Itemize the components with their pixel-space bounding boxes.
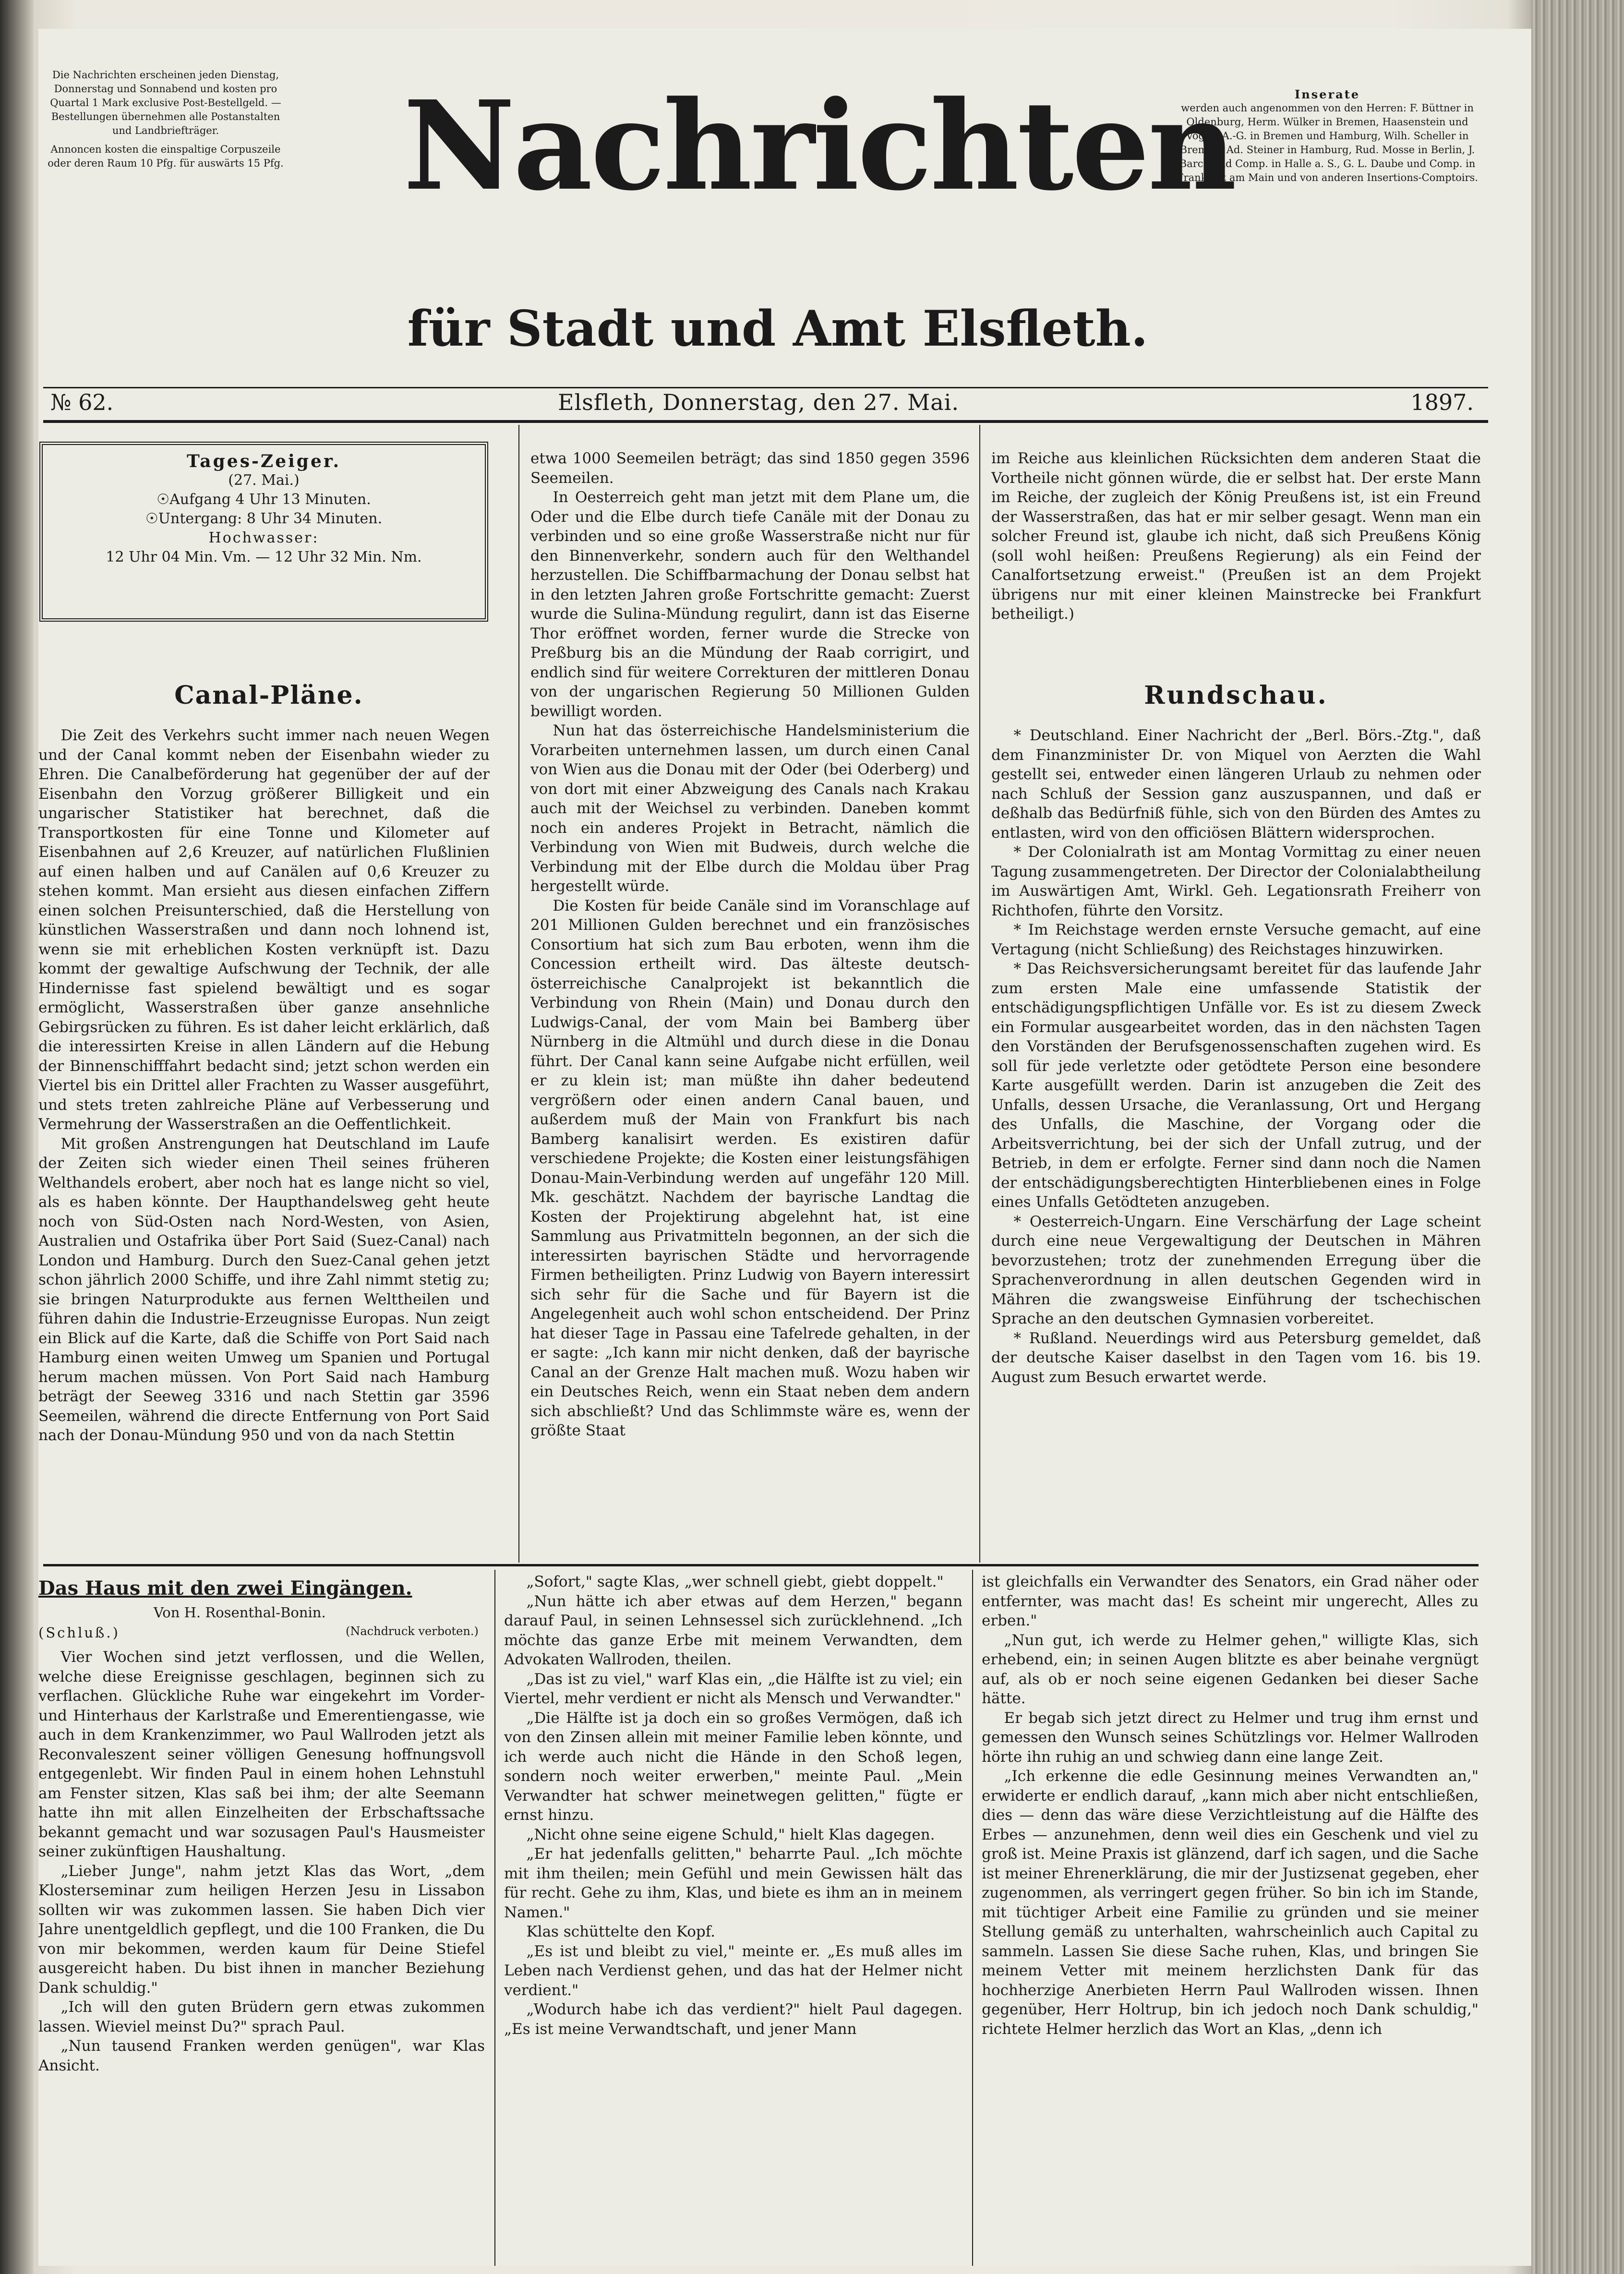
rundschau-title: Rundschau. — [1144, 681, 1328, 710]
hochwasser-times: 12 Uhr 04 Min. Vm. — 12 Uhr 32 Min. Nm. — [106, 549, 422, 565]
story-paragraph: „Es ist und bleibt zu viel," meinte er. „Es muß alles im Leben nach Verdienst gehen, und das hat der Helmer nicht verdient." — [504, 1942, 962, 1999]
column-rule-4 — [972, 1570, 973, 2266]
canal-paragraph: Nun hat das österreichische Handelsministerium die Vorarbeiten unternehmen lassen, um durch einen Canal von Wien aus die Donau mit der Oder (bei Oderberg) und von dort mit einer Abzweigung des Canals nach Krakau auch mit der Weichsel zu verbinden. Daneben kommt noch ein anderes Projekt in Betracht, nämlich die Verbindung von Wien mit Budweis, durch welche die Verbindung mit der Elbe durch die Moldau über Prag hergestellt würde. — [530, 722, 970, 895]
adjacent-page-edge — [0, 0, 34, 2274]
sunrise-text: Aufgang 4 Uhr 13 Minuten. — [169, 491, 371, 508]
canal-column-3 — [991, 449, 1481, 624]
story-paragraph: „Sofort," sagte Klas, „wer schnell giebt, giebt doppelt." — [526, 1573, 944, 1590]
feuilleton-nachdruck: (Nachdruck verboten.) — [346, 1624, 479, 1638]
hochwasser-title: Hochwasser: — [208, 529, 319, 546]
issue-number: № 62. — [50, 389, 114, 415]
dateline-bottom-rule — [43, 420, 1488, 423]
tageszeiger-title: Tages-Zeiger. — [186, 451, 341, 471]
story-paragraph: ist gleichfalls ein Verwandter des Senators, ein Grad näher oder entfernter, was macht das! Es scheint mir ungerecht, Alles zu erben." — [982, 1573, 1479, 1629]
sun-icon: ☉ — [145, 510, 158, 527]
column-rule-2 — [979, 425, 980, 1563]
rundschau-item: * Deutschland. Einer Nachricht der „Berl. Börs.-Ztg.", daß dem Finanzminister Dr. von Miquel von Aerzten die Wahl gestellt sei, entweder einen längeren Urlaub zu nehmen oder nach Schluß der Session ganz auszuspannen, und daß er deßhalb das Bedürfniß fühle, sich von den Bürden des Amtes zu entlasten, wird von den officiösen Blättern widersprochen. — [991, 727, 1481, 842]
rundschau-item: * Rußland. Neuerdings wird aus Petersburg gemeldet, daß der deutsche Kaiser daselbst in den Tagen vom 16. bis 19. August zum Besuch erwartet werde. — [991, 1329, 1481, 1386]
feuilleton-column-3 — [982, 1572, 1479, 2039]
story-paragraph: „Ich will den guten Brüdern gern etwas zukommen lassen. Wieviel meinst Du?" sprach Paul. — [38, 1998, 485, 2035]
canal-paragraph: im Reiche aus kleinlichen Rücksichten dem anderen Staat die Vortheile nicht gönnen würde, die er selbst hat. Der erste Mann im Reiche, der zugleich der König Preußens ist, ist ein Freund der Wasserstraßen, das hat er mir selber gesagt. Wenn man ein solcher Freund ist, glaube ich nicht, daß sich Preußens König (soll wohl heißen: Preußens Regierung) als ein Feind der Canalfortsetzung erweist." (Preußen ist an dem Projekt übrigens nur mit einer kleinen Mainstrecke bei Frankfurt betheiligt.) — [991, 450, 1481, 623]
sunset-text: Untergang: 8 Uhr 34 Minuten. — [158, 510, 383, 527]
story-paragraph: „Die Hälfte ist ja doch ein so großes Vermögen, daß ich von den Zinsen allein mit meiner Familie leben könnte, und ich werde auch nicht die Hände in den Schoß legen, sondern noch weiter erwerben," meinte Paul. „Mein Verwandter hat schwer meinetwegen gelitten," fügte er ernst hinzu. — [504, 1709, 962, 1824]
page-stack-edge — [1531, 0, 1624, 2274]
masthead-advertising-rates: Annoncen kosten die einspaltige Corpuszeile oder deren Raum 10 Pfg. für auswärts 15 Pfg. — [48, 144, 284, 169]
story-paragraph: „Nun tausend Franken werden genügen", war Klas Ansicht. — [38, 2037, 485, 2074]
story-paragraph: „Lieber Junge", nahm jetzt Klas das Wort, „dem Klosterseminar zum heiligen Herzen Jesu in Lissabon sollten wir was zukommen lassen. Sie haben Dich vier Jahre unentgeldlich gepflegt, und die 100 Franken, die Du von mir bekommen, werden kaum für Deine Stiefel ausgereicht haben. Du bist ihnen in mancher Beziehung Dank schuldig." — [38, 1862, 485, 1997]
masthead-subtitle: für Stadt und Amt Elsfleth. — [407, 300, 1148, 358]
rundschau-item: * Der Colonialrath ist am Montag Vormittag zu einer neuen Tagung zusammengetreten. Der Director der Colonialabtheilung im Auswärtigen Amt, Wirkl. Geh. Legationsrath Freiherr von Richthofen, führte den Vorsitz. — [991, 843, 1481, 919]
story-paragraph: „Nicht ohne seine eigene Schuld," hielt Klas dagegen. — [526, 1826, 935, 1843]
newspaper-page — [38, 29, 1531, 2266]
feuilleton-schluss: (Schluß.) — [38, 1624, 120, 1641]
feuilleton-separator-rule — [43, 1564, 1479, 1566]
sunrise-line — [43, 490, 485, 509]
column-rule-3 — [494, 1570, 495, 2266]
canal-paragraph: In Oesterreich geht man jetzt mit dem Plane um, die Oder und die Elbe durch tiefe Canäle mit der Donau zu verbinden und so eine große Wasserstraße nicht nur für den Binnenverkehr, sondern auch für den Welthandel herzustellen. Die Schiffbarmachung der Donau selbst hat in den letzten Jahren große Fortschritte gemacht: Zuerst wurde die Sulina-Mündung regulirt, dann ist das Eiserne Thor eröffnet worden, ferner wurde die Strecke von Preßburg bis an die Mündung der Raab corrigirt, und endlich sind für weitere Correkturen der mittleren Donau von der ungarischen Regierung 50 Millionen Gulden bewilligt worden. — [530, 489, 970, 720]
canal-column-1 — [38, 726, 490, 1445]
rundschau-item: * Im Reichstage werden ernste Versuche gemacht, auf eine Vertagung (nicht Schließung) des Reichstages hinzuwirken. — [991, 921, 1481, 958]
sun-icon: ☉ — [156, 491, 170, 508]
story-paragraph: Er begab sich jetzt direct zu Helmer und trug ihm ernst und gemessen den Wunsch seines Schützlings vor. Helmer Wallroden hörte ihn ruhig an und schwieg dann eine lange Zeit. — [982, 1709, 1479, 1766]
story-paragraph: „Ich erkenne die edle Gesinnung meines Verwandten an," erwiderte er endlich darauf, „kann mich aber nicht entschließen, dies — denn das wäre diese Verzichtleistung auf die Hälfte des Erbes — anzunehmen, denn weil dies ein Geschenk und viel zu groß ist. Meine Praxis ist glänzend, darf ich sagen, und die Sache ist meiner Ehrenerklärung, die mir der Justizsenat gegeben, eher zugenommen, als verringert gegen früher. So bin ich im Stande, mit tüchtiger Arbeit eine Familie zu gründen und sie meiner Stellung gemäß zu unterhalten, wahrscheinlich auch Capital zu sammeln. Lassen Sie diese Sache ruhen, Klas, und bringen Sie meinem Vetter mit meinem herzlichsten Dank für das hochherzige Anerbieten Herrn Paul Wallroden wissen. Ihnen gegenüber, Herr Holtrup, bin ich jedoch noch Dank schuldig," richtete Helmer herzlich das Wort an Klas, „denn ich — [982, 1768, 1479, 2038]
tageszeiger-date: (27. Mai.) — [228, 472, 300, 489]
canal-paragraph: Die Kosten für beide Canäle sind im Voranschlage auf 201 Millionen Gulden berechnet und ein französisches Consortium hat sich zum Bau erboten, wenn ihm die Concession ertheilt wird. Das älteste deutsch-österreichische Canalprojekt ist bekanntlich die Verbindung von Rhein (Main) und Donau durch den Ludwigs-Canal, der vom Main bei Bamberg über Nürnberg in die Altmühl und durch diese in die Donau führt. Der Canal kann seine Aufgabe nicht erfüllen, weil er zu klein ist; man müßte ihn daher bedeutend vergrößern oder einen andern Canal bauen, und außerdem muß der Main von Frankfurt bis nach Bamberg kanalisirt werden. Es existiren dafür verschiedene Projekte; die Kosten einer leistungsfähigen Donau-Main-Verbindung werden auf ungefähr 120 Mill. Mk. geschätzt. Nachdem der bayrische Landtag die Kosten der Projektirung abgelehnt hat, ist eine Sammlung aus Privatmitteln begonnen, an der sich die interessirten bayrischen Städte und hervorragende Firmen betheiligten. Prinz Ludwig von Bayern interessirt sich sehr für die Sache und für Bayern ist die Angelegenheit auch wohl schon entscheidend. Der Prinz hat dieser Tage in Passau eine Tafelrede gehalten, in der er sagte: „Ich kann mir nicht denken, daß der bayrische Canal an der Grenze Halt machen muß. Wozu haben wir ein Deutsches Reich, wenn ein Staat neben dem andern sich abschließt? Und das Schlimmste wäre es, wenn der größte Staat — [530, 897, 970, 1439]
inserate-agents-text: werden auch angenommen von den Herren: F. Büttner in Oldenburg, Herm. Wülker in Bremen, Haasenstein und Vogler A.-G. in Bremen und Hamburg, Wilh. Scheller in Bremen, Ad. Steiner in Hamburg, Rud. Mosse in Berlin, J. Barck und Comp. in Halle a. S., G. L. Daube und Comp. in Frankfurt am Main und von anderen Insertions-Comptoirs. — [1177, 102, 1478, 183]
rundschau-column — [991, 726, 1481, 1387]
canal-article-title: Canal-Pläne. — [174, 681, 363, 710]
masthead-right-box — [1171, 87, 1483, 185]
story-paragraph: Klas schüttelte den Kopf. — [526, 1923, 715, 1940]
inserate-heading: Inserate — [1294, 87, 1360, 101]
sunset-line — [43, 509, 485, 529]
canal-column-2 — [530, 449, 970, 1441]
story-paragraph: „Wodurch habe ich das verdient?" hielt Paul dagegen. „Es ist meine Verwandtschaft, und jener Mann — [504, 2001, 962, 2038]
canal-paragraph: Die Zeit des Verkehrs sucht immer nach neuen Wegen und der Canal kommt neben der Eisenbahn wieder zu Ehren. Die Canalbeförderung hat gegenüber der auf der Eisenbahn den Vorzug größerer Billigkeit und ein ungarischer Statistiker hat berechnet, daß die Transportkosten für eine Tonne und Kilometer auf Eisenbahnen auf 2,6 Kreuzer, auf natürlichen Flußlinien auf einen halben und auf Canälen auf 0,6 Kreuzer zu stehen kommt. Man ersieht aus diesen einfachen Ziffern einen solchen Preisunterschied, daß die Herstellung von künstlichen Wasserstraßen und dann noch lohnend ist, wenn sie mit erheblichen Kosten verknüpft ist. Dazu kommt der gewaltige Aufschwung der Technik, der alle Hindernisse fast spielend bewältigt und es sogar ermöglicht, Wasserstraßen über ganze ansehnliche Gebirgsrücken zu führen. Es ist daher leicht erklärlich, daß die interessirten Kreise in allen Ländern auf die Hebung der Binnenschifffahrt bedacht sind; jetzt schon werden ein Viertel bis ein Drittel aller Frachten zu Wasser ausgeführt, und stets treten zahlreiche Pläne auf Verbesserung und Vermehrung der Wasserstraßen an die Oeffentlichkeit. — [38, 727, 490, 1133]
issue-year: 1897. — [1410, 389, 1474, 415]
canal-paragraph: etwa 1000 Seemeilen beträgt; das sind 1850 gegen 3596 Seemeilen. — [530, 450, 970, 487]
tageszeiger-box — [39, 442, 488, 622]
masthead-subscription-text: Die Nachrichten erscheinen jeden Dienstag, Donnerstag und Sonnabend und kosten pro Quartal 1 Mark exclusive Post-Bestellgeld. — Bestellungen übernehmen alle Postanstalten und Landbriefträger. — [50, 69, 281, 136]
column-rule-1 — [518, 425, 519, 1563]
story-paragraph: „Nun hätte ich aber etwas auf dem Herzen," begann darauf Paul, in seinen Lehnsessel sich zurücklehnend. „Ich möchte das ganze Erbe mit meinem Verwandten, dem Advokaten Wallroden, theilen. — [504, 1592, 962, 1668]
story-paragraph: Vier Wochen sind jetzt verflossen, und die Wellen, welche diese Ereignisse geschlagen, beginnen sich zu verflachen. Glückliche Ruhe war eingekehrt im Vorder- und Hinterhaus der Karlstraße und Emerentiengasse, wie auch in dem Krankenzimmer, wo Paul Wallroden jetzt als Reconvaleszent seiner völligen Genesung hoffnungsvoll entgegenlebt. Wir finden Paul in einem hohen Lehnstuhl am Fenster sitzen, Klas saß bei ihm; der alte Seemann hatte ihn mit allen Einzelheiten der Erbschaftssache bekannt gemacht und war sozusagen Paul's Hausmeister seiner zukünftigen Haushaltung. — [38, 1648, 485, 1860]
rundschau-item: * Oesterreich-Ungarn. Eine Verschärfung der Lage scheint durch eine neue Vergewaltigung der Deutschen in Mähren bevorzustehen; trotz der zunehmenden Erregung über die Sprachenverordnung in allen deutschen Gegenden wird in Mähren die zwangsweise Einführung der tschechischen Sprache an den deutschen Gymnasien vorbereitet. — [991, 1213, 1481, 1327]
feuilleton-title: Das Haus mit den zwei Eingängen. — [38, 1577, 412, 1600]
feuilleton-author: Von H. Rosenthal-Bonin. — [154, 1604, 326, 1621]
masthead-title: Nachrichten — [403, 74, 1235, 218]
story-paragraph: „Nun gut, ich werde zu Helmer gehen," willigte Klas, sich erhebend, ein; in seinen Augen blitzte es aber beinahe vergnügt auf, als ob er noch seine eigenen Gedanken bei dieser Sache hätte. — [982, 1631, 1479, 1707]
feuilleton-column-2 — [504, 1572, 962, 2039]
story-paragraph: „Er hat jedenfalls gelitten," beharrte Paul. „Ich möchte mit ihm theilen; mein Gefühl und mein Gewissen hält das für recht. Gehe zu ihm, Klas, und biete es ihm an in meinem Namen." — [504, 1845, 962, 1921]
issue-date: Elsfleth, Donnerstag, den 27. Mai. — [557, 389, 959, 415]
story-paragraph: „Das ist zu viel," warf Klas ein, „die Hälfte ist zu viel; ein Viertel, mehr verdient er nicht als Mensch und Verwandter." — [504, 1670, 962, 1707]
rundschau-item: * Das Reichsversicherungsamt bereitet für das laufende Jahr zum ersten Male eine umfassende Statistik der entschädigungspflichtigen Unfälle vor. Es ist zu diesem Zweck ein Formular ausgearbeitet worden, das in den nächsten Tagen den Vorständen der Berufsgenossenschaften zugehen wird. Es soll für jede verletzte oder getödtete Person eine besondere Karte ausgefüllt werden. Darin ist anzugeben die Zeit des Unfalls, dessen Ursache, die Veranlassung, Ort und Hergang des Unfalls, die Maschine, der Vorgang oder die Arbeitsverrichtung, bei der sich der Unfall zutrug, und der Betrieb, in dem er erfolgte. Ferner sind dann noch die Namen der entschädigungsberechtigten Hinterbliebenen eines in Folge eines Unfalls Getödteten anzugeben. — [991, 960, 1481, 1211]
feuilleton-column-1 — [38, 1648, 485, 2075]
canal-paragraph: Mit großen Anstrengungen hat Deutschland im Laufe der Zeiten sich wieder einen Theil seines früheren Welthandels erobert, aber noch hat es lange nicht so viel, als es haben könnte. Der Haupthandelsweg geht heute noch von Süd-Osten nach Nord-Westen, von Asien, Australien und Ostafrika über Port Said (Suez-Canal) nach London und Hamburg. Durch den Suez-Canal gehen jetzt schon jährlich 2000 Schiffe, und ihre Zahl nimmt stetig zu; sie bringen Naturprodukte aus fernen Welttheilen und führen dahin die Industrie-Erzeugnisse Europas. Nun zeigt ein Blick auf die Karte, daß die Schiffe von Port Said nach Hamburg einen weiten Umweg um Spanien und Portugal herum machen müssen. Von Port Said nach Hamburg beträgt der Seeweg 3316 und nach Stettin gar 3596 Seemeilen, während die directe Entfernung von Port Said nach der Donau-Mündung 950 und von da nach Stettin — [38, 1135, 490, 1444]
masthead-left-box — [43, 68, 288, 170]
